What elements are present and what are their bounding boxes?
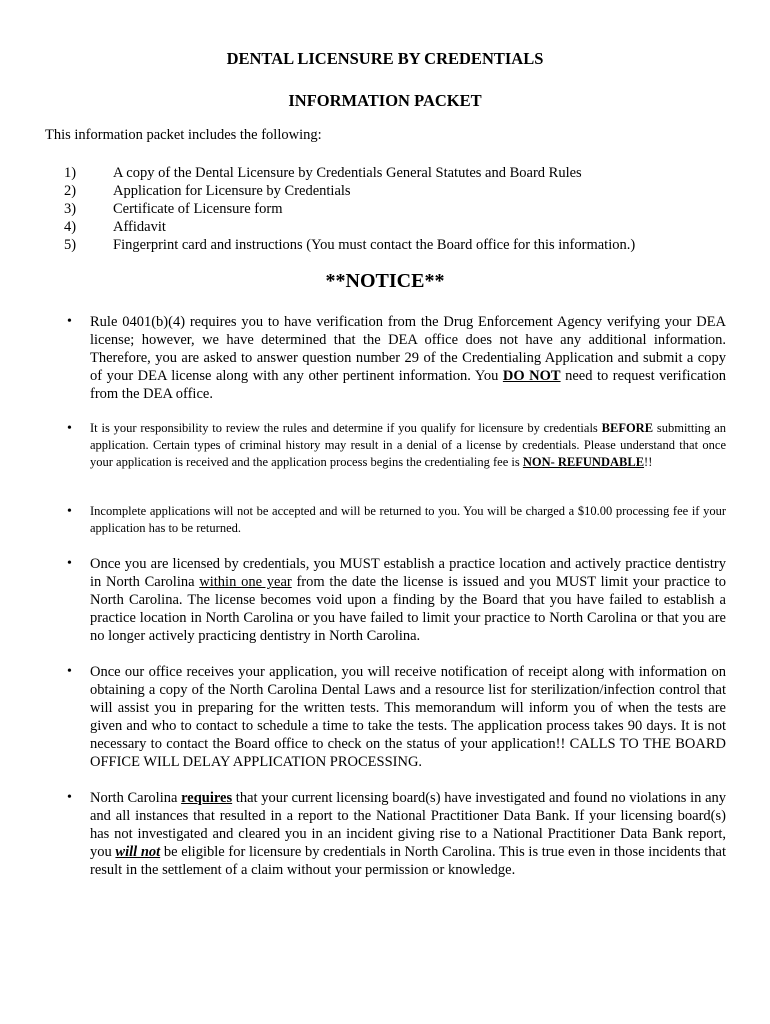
notice-heading: **NOTICE** [325, 270, 445, 292]
notice-bullet-practice: • Once you are licensed by credentials, you MUST establish a practice location and actively practice dentistry in North Carolina within one year from the date the license is issued and you MUST limit your practice to North Carolina. The license becomes void upon a finding by the Board that you have failed to establish a practice location in North Carolina or you have failed to limit your practice to North Carolina or that you are no longer actively practicing dentistry in North Carolina. [67, 556, 726, 644]
bullet-icon: • [67, 664, 72, 679]
document-subtitle: INFORMATION PACKET [288, 91, 482, 110]
notice-bullet-incomplete: • Incomplete applications will not be accepted and will be returned to you. You will be charged a $10.00 processing fee if your application has to be returned. [67, 504, 726, 535]
bullet-icon: • [67, 556, 72, 571]
notice-bullet-responsibility: • It is your responsibility to review the rules and determine if you qualify for licensure by credentials BEFORE submitting an application. Certain types of criminal history may result in a denial of a license by credentials. Please understand that once your application is received and the application process begins the credentialing fee is NON- REFUNDABLE!! [67, 421, 727, 469]
list-item: 2) Application for Licensure by Credentials [64, 183, 351, 199]
list-item: 4) Affidavit [64, 219, 166, 235]
intro-text: This information packet includes the following: [45, 127, 322, 143]
contents-list [64, 164, 635, 254]
list-item: 5) Fingerprint card and instructions (You must contact the Board office for this information.) [64, 237, 636, 253]
notice-bullet-application: • Once our office receives your application, you will receive notification of receipt along with information on obtaining a copy of the North Carolina Dental Laws and a resource list for sterilization/infection control that will assist you in preparing for the written tests. This memorandum will inform you of when the tests are given and who to contact to schedule a time to take the tests. The application process takes 90 days. It is not necessary to contact the Board office to check on the status of your application!! CALLS TO THE BOARD OFFICE WILL DELAY APPLICATION PROCESSING. [67, 664, 726, 770]
bullet-icon: • [67, 504, 72, 519]
document-title: DENTAL LICENSURE BY CREDENTIALS [226, 49, 544, 68]
notice-bullet-dea: • Rule 0401(b)(4) requires you to have verification from the Drug Enforcement Agency verifying your DEA license; however, we have determined that the DEA office does not have any additional information. Therefore, you are asked to answer question number 29 of the Credentialing Application and submit a copy of your DEA license along with any other pertinent information. You DO NOT need to request verification from the DEA office. [67, 314, 726, 402]
notice-bullet-npdb: • North Carolina requires that your current licensing board(s) have investigated and found no violations in any and all instances that resulted in a report to the National Practitioner Data Bank. If your licensing board(s) has not investigated and cleared you in an incident giving rise to a National Practitioner Data Bank report, you will not be eligible for licensure by credentials in North Carolina. This is true even in those incidents that result in the settlement of a claim without your permission or knowledge. [67, 790, 726, 878]
bullet-icon: • [67, 790, 72, 805]
list-item: 1) A copy of the Dental Licensure by Credentials General Statutes and Board Rules [64, 165, 582, 181]
list-item: 3) Certificate of Licensure form [64, 201, 283, 217]
bullet-icon: • [67, 314, 72, 329]
bullet-icon: • [67, 421, 72, 436]
